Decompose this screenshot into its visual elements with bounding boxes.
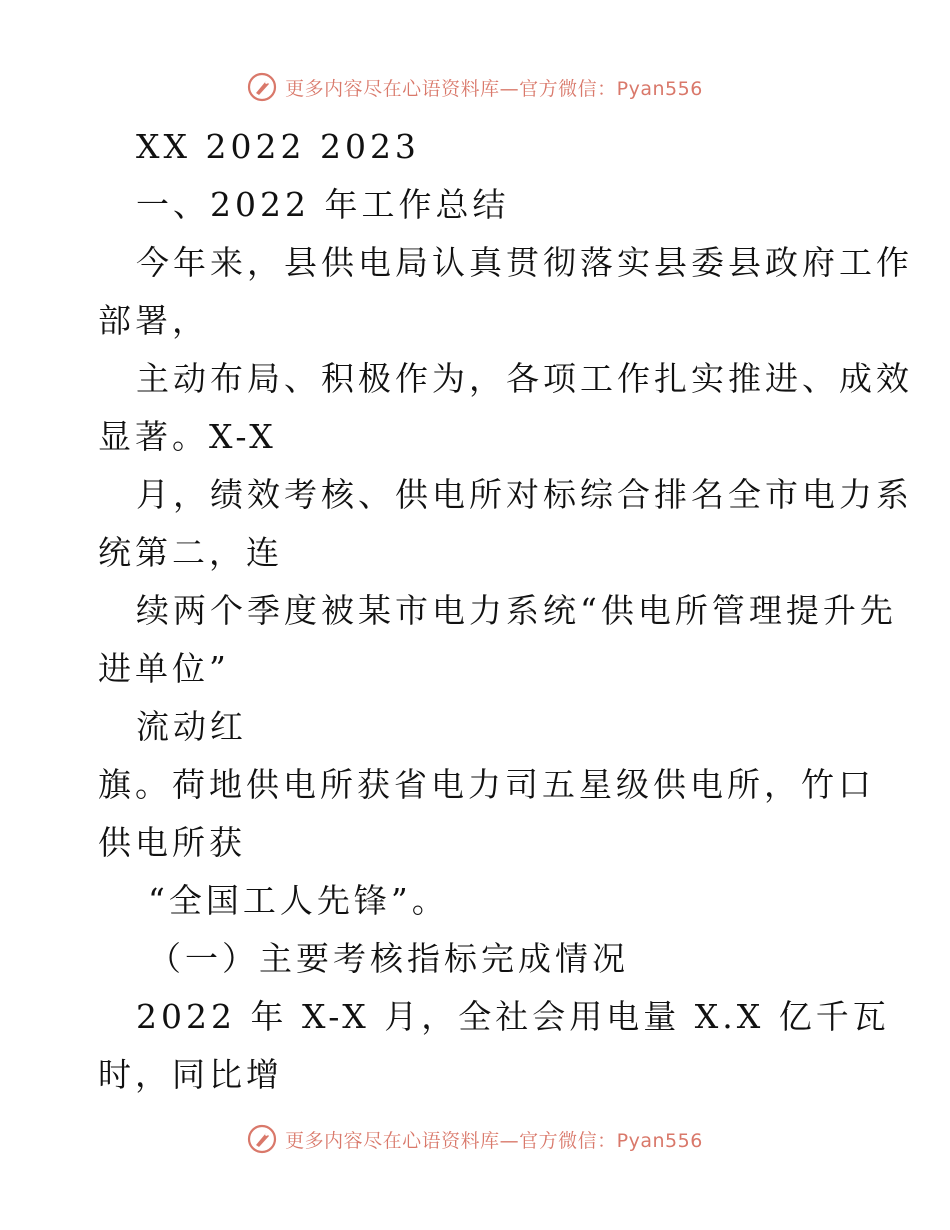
- watermark-text: 更多内容尽在心语资料库—官方微信：Pyan556: [285, 77, 703, 100]
- paragraph-line: 旗。荷地供电所获省电力司五星级供电所，竹口: [98, 765, 875, 804]
- paragraph-line: 供电所获: [98, 823, 246, 862]
- paragraph-line: 统第二，连: [98, 533, 283, 572]
- paragraph-line: 续两个季度被某市电力系统“供电所管理提升先: [136, 591, 897, 630]
- paragraph-line: 时，同比增: [98, 1055, 283, 1094]
- paragraph-line: 部署，: [98, 301, 209, 340]
- watermark-footer: [0, 1124, 950, 1154]
- paragraph-line: “全国工人先锋”。: [148, 881, 449, 920]
- paragraph-line: 流动红: [136, 707, 247, 746]
- watermark-header: [0, 72, 950, 102]
- paragraph-line: 显著。X-X: [98, 417, 277, 456]
- pen-nib-logo-icon: [247, 1124, 277, 1154]
- paragraph-line: 月，绩效考核、供电所对标综合排名全市电力系: [136, 475, 913, 514]
- paragraph-line: 今年来，县供电局认真贯彻落实县委县政府工作: [136, 243, 913, 282]
- document-body: [98, 118, 913, 1104]
- subsection-heading: （一）主要考核指标完成情况: [148, 939, 629, 978]
- doc-title-line: XX 2022 2023: [136, 127, 420, 166]
- paragraph-line: 2022 年 X-X 月，全社会用电量 X.X 亿千瓦: [136, 997, 890, 1036]
- pen-nib-logo-icon: [247, 72, 277, 102]
- paragraph-line: 进单位”: [98, 649, 230, 688]
- section-heading: 一、2022 年工作总结: [136, 185, 510, 224]
- paragraph-line: 主动布局、积极作为，各项工作扎实推进、成效: [136, 359, 913, 398]
- watermark-text: 更多内容尽在心语资料库—官方微信：Pyan556: [285, 1129, 703, 1152]
